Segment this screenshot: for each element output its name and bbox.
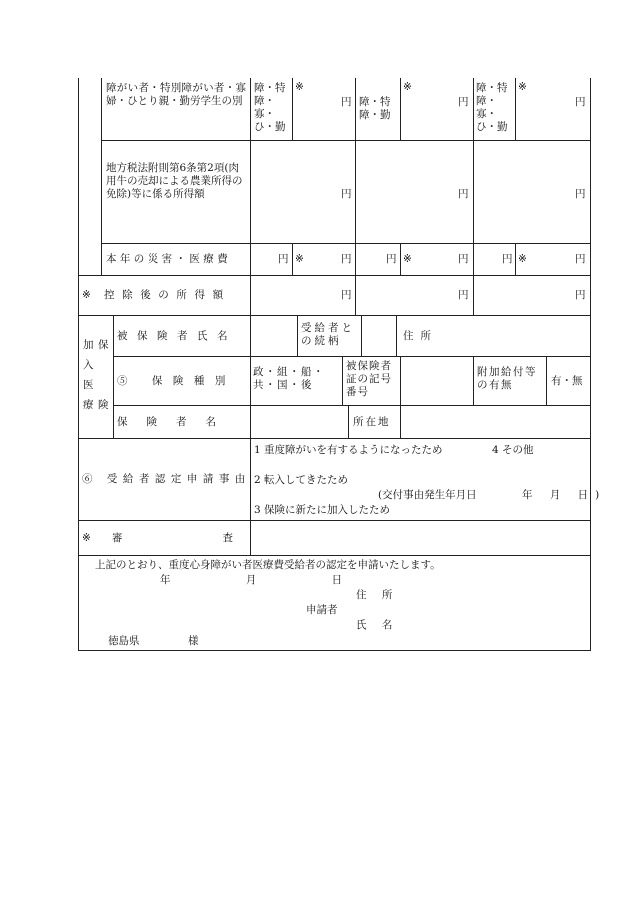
benefit-value[interactable]: 有・無 bbox=[551, 375, 583, 387]
address-label: 住所 bbox=[403, 330, 438, 342]
card-number-field[interactable] bbox=[401, 357, 472, 404]
benefit-label: 附加給付等の有無 bbox=[477, 366, 537, 391]
disaster-yen-col1b: 円 bbox=[341, 253, 352, 265]
card-number-label: 被保険者証の記号番号 bbox=[346, 360, 392, 398]
disaster-mark-col1: ※ bbox=[295, 253, 304, 265]
local-tax-label: 地方税法附則第6条第2項(肉用牛の売却による農業所得の免除)等に係る所得額 bbox=[106, 162, 243, 200]
disaster-yen-col3b: 円 bbox=[575, 253, 586, 265]
relation-label: 受給者との続柄 bbox=[301, 322, 355, 347]
disability-mark-col3: ※ bbox=[518, 81, 527, 93]
after-deduction-yen-col1: 円 bbox=[341, 289, 352, 301]
declaration-name-label: 氏 名 bbox=[356, 619, 399, 631]
insurance-side-char-2: 保 bbox=[98, 339, 109, 351]
declaration-date[interactable]: 年 月 日 bbox=[160, 574, 379, 586]
frame-bottom bbox=[78, 650, 591, 651]
reason-label: ⑥ 受給者認定申請事由 bbox=[82, 473, 251, 485]
disaster-mark-col3: ※ bbox=[518, 253, 527, 265]
disability-label: 障がい者・特別障がい者・寡婦・ひとり親・勤労学生の別 bbox=[106, 82, 246, 107]
disaster-yen-col2a: 円 bbox=[386, 253, 397, 265]
recipient-prefecture: 徳島県 bbox=[108, 635, 140, 647]
disaster-yen-col3a: 円 bbox=[502, 253, 513, 265]
disaster-yen-col2b: 円 bbox=[458, 253, 469, 265]
disability-type-col2: 障・特障・勤 bbox=[359, 96, 391, 121]
insurance-side-char-6: 険 bbox=[98, 399, 109, 411]
disability-yen-col2: 円 bbox=[458, 96, 469, 108]
declaration-text: 上記のとおり、重度心身障がい者医療費受給者の認定を申請いたします。 bbox=[95, 559, 441, 571]
disaster-label: 本年の災害・医療費 bbox=[106, 253, 232, 265]
after-deduction-yen-col2: 円 bbox=[458, 289, 469, 301]
disability-type-col3: 障・特障・寡・ひ・勤 bbox=[476, 82, 508, 133]
disability-yen-col1: 円 bbox=[341, 96, 352, 108]
insured-name-field[interactable] bbox=[251, 316, 296, 355]
disability-mark-col1: ※ bbox=[295, 81, 304, 93]
insurer-name-field[interactable] bbox=[251, 406, 347, 437]
insurance-side-char-1: 加 bbox=[83, 339, 94, 351]
relation-field[interactable] bbox=[362, 316, 395, 355]
insurance-side-char-5: 療 bbox=[83, 399, 94, 411]
address-field[interactable] bbox=[440, 316, 589, 355]
recipient-sama: 様 bbox=[188, 635, 199, 647]
disability-type-col1: 障・特障・寡・ひ・勤 bbox=[254, 82, 286, 133]
insurance-type-label: ⑤ 保険種別 bbox=[117, 375, 236, 387]
reason-item-2[interactable]: 2 転入してきたため bbox=[254, 474, 349, 486]
disability-mark-col2: ※ bbox=[403, 81, 412, 93]
reason-item-1[interactable]: 1 重度障がいを有するようになったため bbox=[254, 444, 443, 456]
reason-item-4[interactable]: 4 その他 bbox=[492, 444, 534, 456]
insurance-side-char-4: 医 bbox=[83, 379, 94, 391]
insurer-name-label: 保険者名 bbox=[117, 416, 235, 428]
declaration-applicant-label: 申請者 bbox=[306, 604, 338, 616]
insured-name-label: 被保険者氏名 bbox=[117, 330, 237, 342]
review-label: 審査 bbox=[112, 532, 333, 544]
disaster-yen-col1a: 円 bbox=[278, 253, 289, 265]
after-deduction-label: 控除後の所得額 bbox=[104, 289, 231, 301]
reason-item-3[interactable]: 3 保険に新たに加入したため bbox=[254, 504, 391, 516]
reason-item-2-detail: (交付事由発生年月日 bbox=[378, 489, 477, 501]
local-tax-yen-col1: 円 bbox=[341, 188, 352, 200]
insurance-type-options[interactable]: 政・組・船・共・国・後 bbox=[253, 366, 325, 391]
after-deduction-yen-col3: 円 bbox=[575, 289, 586, 301]
after-deduction-mark: ※ bbox=[82, 289, 91, 301]
disaster-mark-col2: ※ bbox=[403, 253, 412, 265]
frame-right bbox=[590, 78, 591, 650]
review-mark: ※ bbox=[82, 532, 91, 544]
insurance-side-char-3: 入 bbox=[83, 359, 94, 371]
frame-left bbox=[78, 78, 79, 650]
local-tax-yen-col2: 円 bbox=[458, 188, 469, 200]
reason-item-2-date[interactable]: 年 月 日) bbox=[522, 489, 607, 501]
location-label: 所在地 bbox=[353, 416, 391, 428]
location-field[interactable] bbox=[401, 406, 589, 437]
disability-yen-col3: 円 bbox=[575, 96, 586, 108]
declaration-address-label: 住 所 bbox=[356, 589, 399, 601]
local-tax-yen-col3: 円 bbox=[575, 188, 586, 200]
